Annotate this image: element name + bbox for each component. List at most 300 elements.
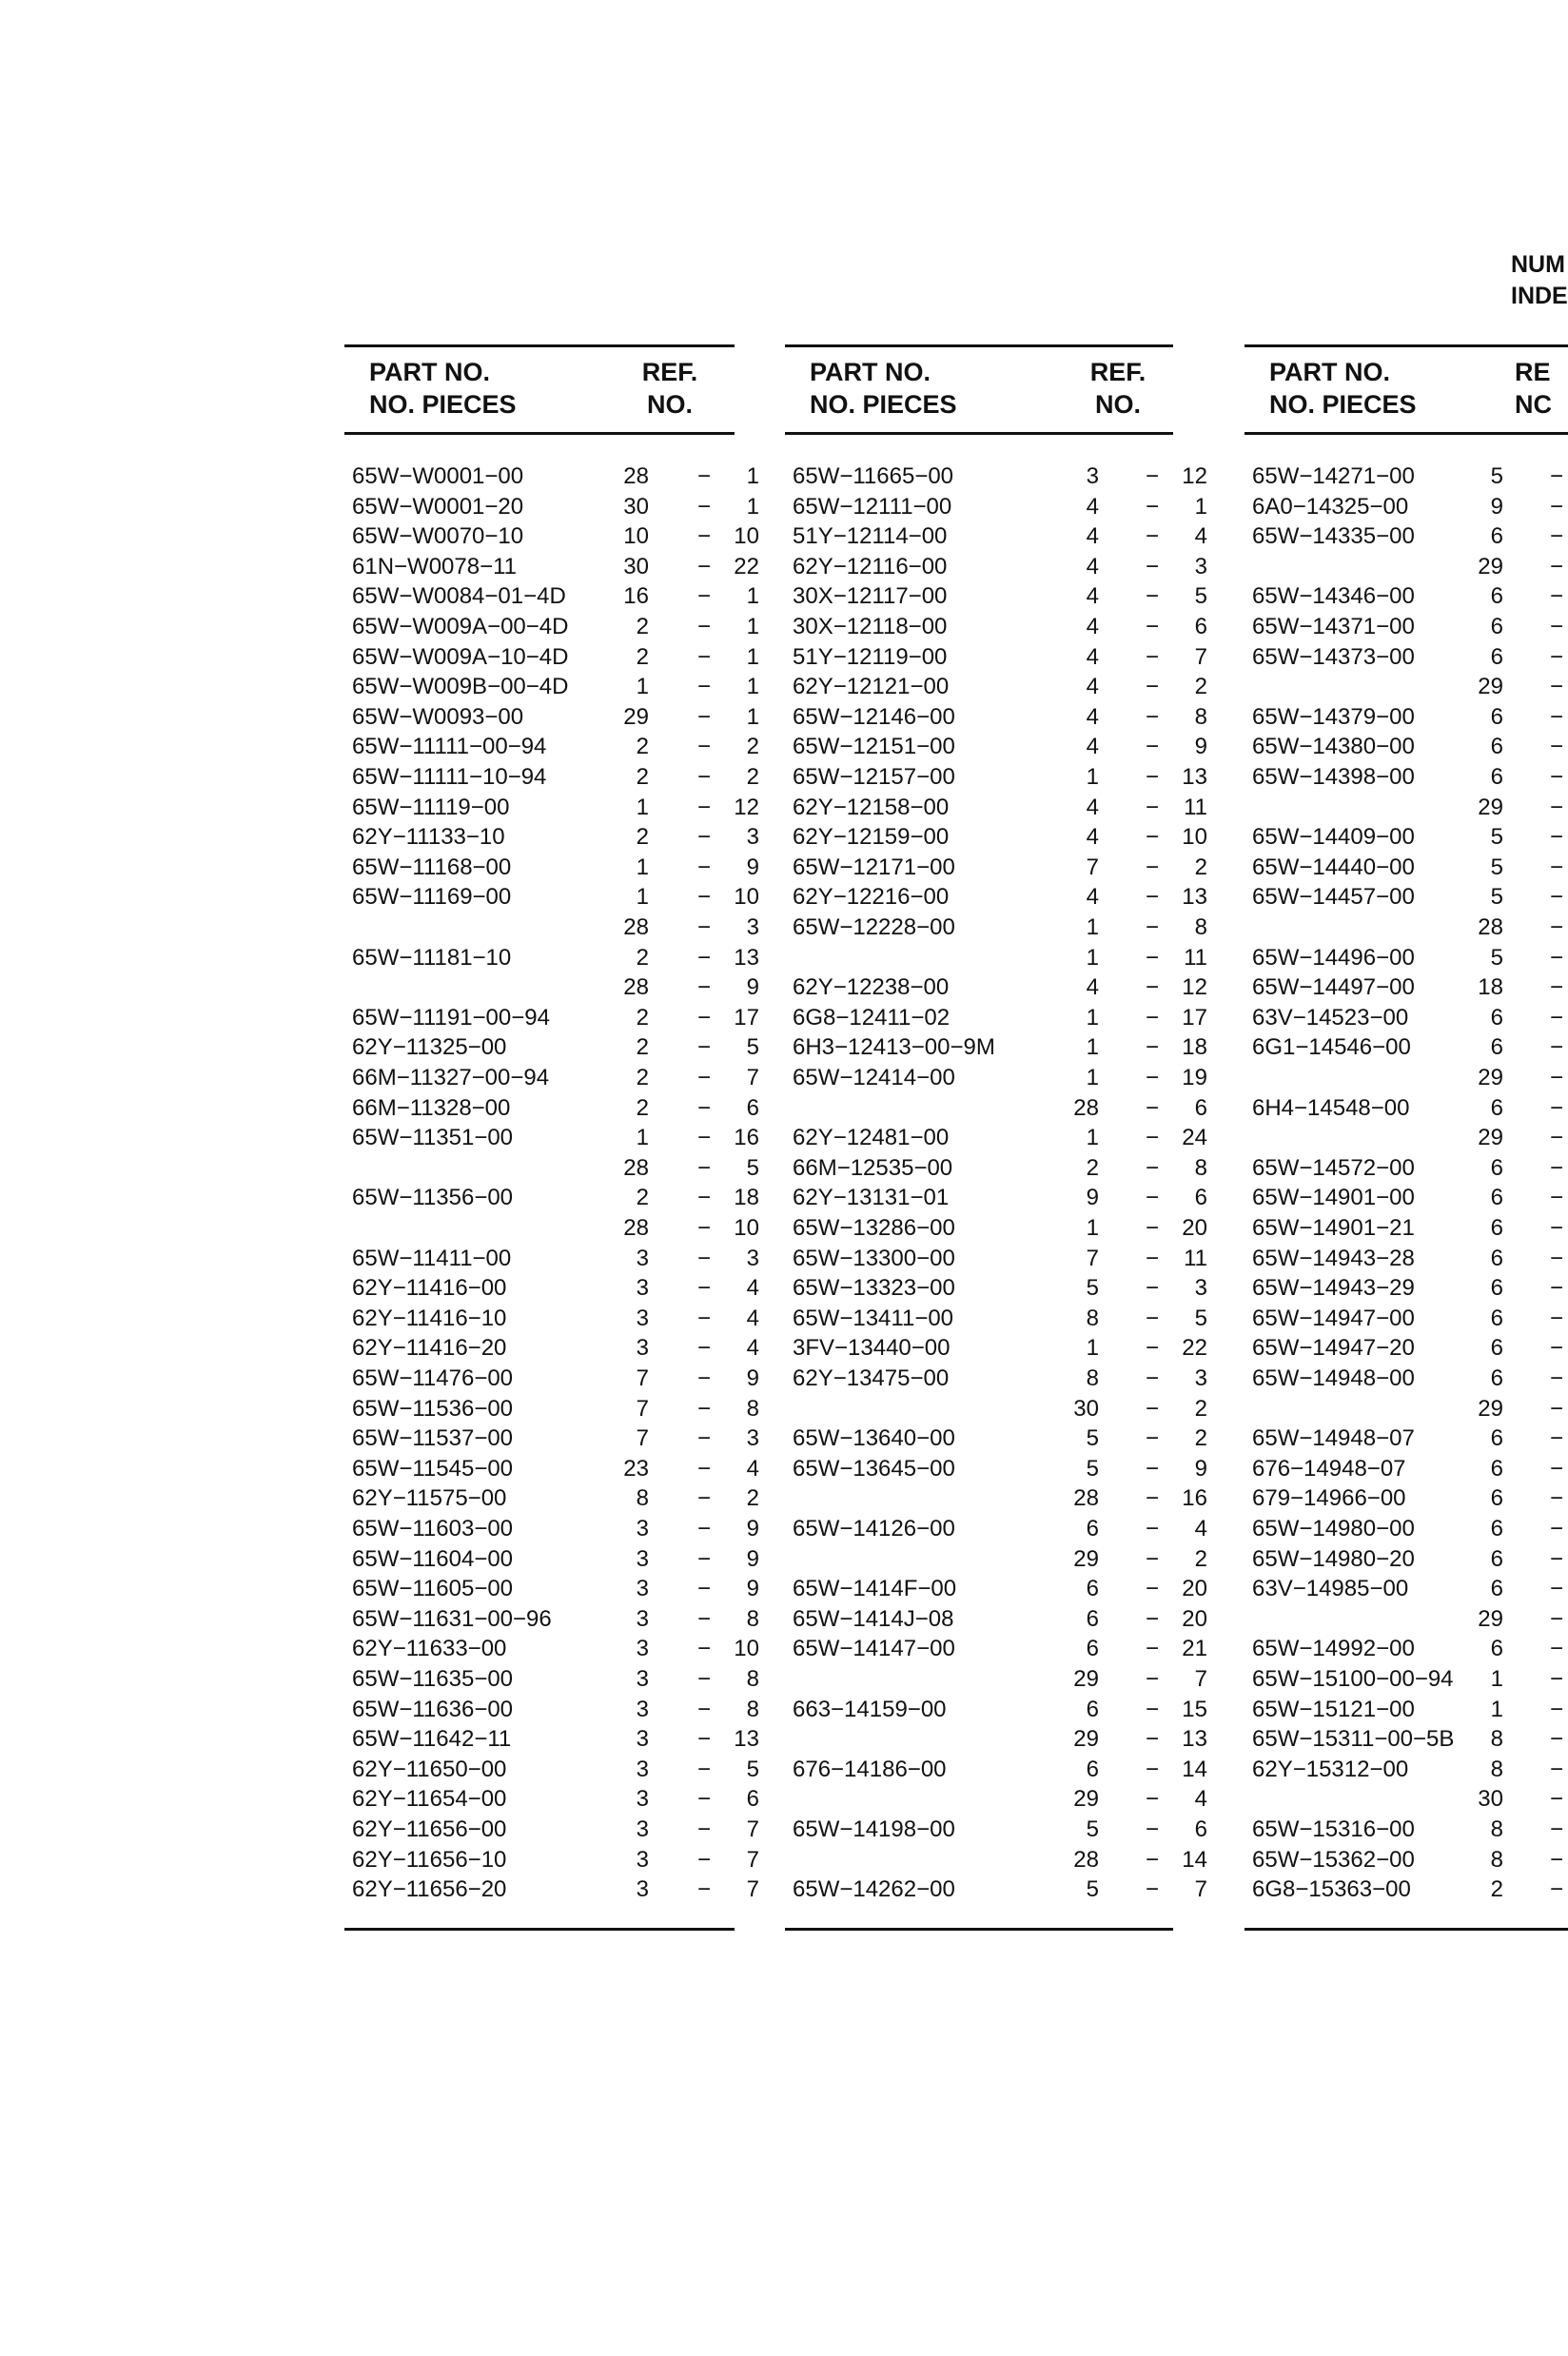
page-number: 6 (1490, 1154, 1503, 1181)
page-number: 3 (1086, 463, 1099, 489)
part-number: 62Y−12481−00 (793, 1125, 950, 1151)
separator-dash: − (1145, 1365, 1159, 1391)
part-number: 65W−W009B−00−4D (352, 674, 569, 700)
page-number: 8 (1490, 1756, 1503, 1782)
separator-dash: − (1549, 1636, 1563, 1662)
part-number: 65W−15362−00 (1252, 1846, 1415, 1873)
separator-dash: − (1145, 463, 1159, 489)
ref-number: 4 (1194, 523, 1207, 550)
page-number: 6 (1490, 764, 1503, 790)
part-number-header (369, 356, 517, 421)
ref-number: 24 (1182, 1125, 1207, 1151)
page-number: 29 (1478, 674, 1503, 700)
part-number: 65W−12157−00 (793, 764, 955, 790)
ref-number: 8 (746, 1666, 759, 1692)
page-number: 4 (1086, 674, 1099, 700)
page-number: 1 (1086, 1215, 1099, 1241)
header-part-no: PART NO. (369, 358, 490, 386)
part-number: 62Y−12116−00 (793, 553, 948, 579)
part-number: 65W−14398−00 (1252, 764, 1415, 790)
ref-number: 2 (1194, 1395, 1207, 1422)
ref-number: 11 (1184, 794, 1207, 820)
ref-number: 13 (734, 1726, 759, 1753)
separator-dash: − (1549, 583, 1563, 610)
ref-number: 17 (734, 1004, 759, 1031)
column-header-rule (344, 432, 735, 435)
page-number: 1 (636, 854, 649, 880)
separator-dash: − (696, 884, 711, 911)
ref-number: 20 (1182, 1215, 1207, 1241)
part-number: 65W−14335−00 (1252, 523, 1415, 550)
page-number: 4 (1086, 884, 1099, 911)
separator-dash: − (1549, 1425, 1563, 1452)
page-number: 2 (636, 824, 649, 851)
separator-dash: − (696, 974, 711, 1001)
page-number: 6 (1490, 643, 1503, 670)
page-number: 8 (636, 1485, 649, 1512)
separator-dash: − (1145, 1846, 1159, 1873)
ref-number: 9 (746, 1365, 759, 1391)
page-number: 5 (1490, 884, 1503, 911)
separator-dash: − (696, 1305, 711, 1331)
ref-number: 9 (746, 1516, 759, 1541)
page-number: 28 (1478, 914, 1503, 940)
page-number: 5 (1086, 1455, 1099, 1482)
separator-dash: − (696, 1756, 711, 1782)
part-number: 65W−1414F−00 (793, 1576, 957, 1602)
ref-number-header (1515, 356, 1553, 421)
separator-dash: − (696, 493, 711, 520)
ref-number: 13 (734, 944, 759, 971)
header-ref: RE (1515, 358, 1551, 386)
separator-dash: − (1549, 1696, 1563, 1722)
ref-number-header (1082, 356, 1154, 421)
separator-dash: − (1145, 944, 1159, 971)
ref-number: 15 (1182, 1696, 1207, 1722)
page-number: 10 (623, 523, 649, 550)
separator-dash: − (1549, 764, 1563, 790)
ref-number: 17 (1182, 1004, 1207, 1031)
page-number: 6 (1490, 1545, 1503, 1572)
page-number: 6 (1490, 1425, 1503, 1452)
ref-number: 14 (1182, 1846, 1207, 1873)
ref-number: 9 (746, 1576, 759, 1602)
separator-dash: − (696, 553, 711, 579)
separator-dash: − (1549, 1455, 1563, 1482)
page-number: 3 (636, 1786, 649, 1813)
part-number: 65W−11536−00 (352, 1395, 514, 1422)
header-ref: REF. (641, 358, 698, 386)
page-number: 1 (636, 1125, 649, 1151)
column-top-rule (785, 344, 1173, 347)
ref-number: 3 (1194, 553, 1207, 579)
separator-dash: − (1549, 794, 1563, 820)
page-number: 6 (1490, 1636, 1503, 1662)
separator-dash: − (1145, 1305, 1159, 1331)
page-number: 29 (1478, 1125, 1503, 1151)
separator-dash: − (696, 1125, 711, 1151)
part-number: 65W−14572−00 (1252, 1154, 1415, 1181)
separator-dash: − (1549, 1034, 1563, 1061)
part-number: 62Y−11656−00 (352, 1816, 507, 1842)
separator-dash: − (696, 1545, 711, 1572)
ref-number: 1 (1194, 493, 1207, 520)
separator-dash: − (696, 1876, 711, 1903)
separator-dash: − (696, 703, 711, 730)
part-number: 62Y−15312−00 (1252, 1756, 1409, 1782)
ref-number: 21 (1182, 1636, 1207, 1662)
page-number: 7 (636, 1365, 649, 1391)
ref-number: 1 (746, 583, 759, 610)
page-number: 3 (636, 1726, 649, 1753)
separator-dash: − (696, 1275, 711, 1302)
ref-number: 1 (746, 643, 759, 670)
part-number: 66M−11328−00 (352, 1094, 511, 1121)
page-number: 3 (636, 1245, 649, 1271)
separator-dash: − (1145, 1004, 1159, 1031)
separator-dash: − (696, 1455, 711, 1482)
part-number: 65W−W009A−10−4D (352, 643, 569, 670)
part-number: 65W−14126−00 (793, 1516, 955, 1541)
part-number: 30X−12117−00 (793, 583, 948, 610)
separator-dash: − (696, 614, 711, 639)
page-number: 4 (1086, 583, 1099, 610)
ref-number: 13 (1182, 1726, 1207, 1753)
page-number: 1 (1086, 914, 1099, 940)
page-number: 6 (1490, 1215, 1503, 1241)
column-header-rule (785, 432, 1173, 435)
separator-dash: − (696, 463, 711, 489)
part-number: 65W−13300−00 (793, 1245, 955, 1271)
separator-dash: − (1549, 1876, 1563, 1903)
part-number: 62Y−11654−00 (352, 1786, 507, 1813)
page-number: 4 (1086, 553, 1099, 579)
separator-dash: − (1145, 1816, 1159, 1842)
ref-number: 10 (734, 523, 759, 550)
page-number: 1 (1086, 1125, 1099, 1151)
page-number: 5 (1086, 1876, 1099, 1903)
part-number: 65W−12151−00 (793, 734, 955, 760)
part-number: 65W−14948−00 (1252, 1365, 1415, 1391)
page-number: 1 (636, 794, 649, 820)
page-number: 6 (1490, 1485, 1503, 1512)
separator-dash: − (1145, 1245, 1159, 1271)
part-number: 65W−14198−00 (793, 1816, 955, 1842)
part-number: 65W−11181−10 (352, 944, 512, 971)
part-number: 676−14948−07 (1252, 1455, 1406, 1482)
part-number: 65W−11665−00 (793, 463, 954, 489)
ref-number: 2 (1194, 854, 1207, 880)
part-number: 62Y−11656−10 (352, 1846, 507, 1873)
page-number: 29 (1478, 553, 1503, 579)
ref-number: 4 (746, 1305, 759, 1331)
separator-dash: − (1145, 884, 1159, 911)
part-number: 65W−14271−00 (1252, 463, 1415, 489)
page-number: 5 (1490, 944, 1503, 971)
separator-dash: − (1145, 1545, 1159, 1572)
separator-dash: − (1549, 1185, 1563, 1211)
separator-dash: − (696, 523, 711, 550)
part-number: 65W−13645−00 (793, 1455, 955, 1482)
part-number: 51Y−12114−00 (793, 523, 948, 550)
separator-dash: − (1549, 1335, 1563, 1362)
separator-dash: − (1549, 703, 1563, 730)
part-number: 65W−11636−00 (352, 1696, 514, 1722)
ref-number: 8 (1194, 703, 1207, 730)
separator-dash: − (1549, 1065, 1563, 1090)
separator-dash: − (1549, 463, 1563, 489)
separator-dash: − (696, 1034, 711, 1061)
page-number: 6 (1490, 1335, 1503, 1362)
ref-number: 2 (746, 734, 759, 760)
page-number: 2 (1086, 1154, 1099, 1181)
part-number: 65W−14901−00 (1252, 1185, 1415, 1211)
header-ref: REF. (1089, 358, 1147, 386)
page-number: 2 (636, 1094, 649, 1121)
separator-dash: − (696, 794, 711, 820)
page-number: 1 (1490, 1666, 1503, 1692)
page-number: 6 (1490, 614, 1503, 639)
separator-dash: − (1549, 493, 1563, 520)
ref-number: 22 (1182, 1335, 1207, 1362)
separator-dash: − (696, 674, 711, 700)
part-number: 65W−11631−00−96 (352, 1605, 552, 1632)
separator-dash: − (1145, 523, 1159, 550)
part-number: 65W−14901−21 (1252, 1215, 1415, 1241)
part-number: 65W−12228−00 (793, 914, 955, 940)
separator-dash: − (1549, 1666, 1563, 1692)
part-number: 679−14966−00 (1252, 1485, 1406, 1512)
page-number: 6 (1490, 1094, 1503, 1121)
separator-dash: − (1145, 614, 1159, 639)
ref-number: 10 (734, 1636, 759, 1662)
ref-number: 9 (746, 854, 759, 880)
part-number: 65W−14497−00 (1252, 974, 1415, 1001)
page-number: 1 (636, 674, 649, 700)
separator-dash: − (696, 1605, 711, 1632)
page-number: 4 (1086, 703, 1099, 730)
separator-dash: − (1549, 1004, 1563, 1031)
part-number: 62Y−11416−20 (352, 1335, 507, 1362)
separator-dash: − (696, 1816, 711, 1842)
page-number: 2 (636, 643, 649, 670)
ref-number: 8 (1194, 1154, 1207, 1181)
part-number: 65W−14371−00 (1252, 614, 1415, 639)
page-number: 18 (1478, 974, 1503, 1001)
page-number: 28 (623, 463, 649, 489)
ref-number: 5 (1194, 1305, 1207, 1331)
ref-number: 3 (1194, 1275, 1207, 1302)
page-number: 16 (623, 583, 649, 610)
ref-number: 11 (1184, 1245, 1207, 1271)
part-number: 65W−11356−00 (352, 1185, 514, 1211)
page-number: 6 (1490, 1365, 1503, 1391)
separator-dash: − (1549, 1275, 1563, 1302)
header-ref-no: NO. (646, 390, 693, 419)
page-number: 28 (623, 1154, 649, 1181)
separator-dash: − (1145, 1756, 1159, 1782)
column-top-rule (344, 344, 735, 347)
page-number: 2 (636, 734, 649, 760)
page-number: 3 (636, 1876, 649, 1903)
page-number: 4 (1086, 523, 1099, 550)
page-number: 28 (1073, 1846, 1099, 1873)
page-number: 28 (623, 974, 649, 1001)
part-number: 65W−14147−00 (793, 1636, 955, 1662)
part-number: 65W−11119−00 (352, 794, 510, 820)
separator-dash: − (1549, 674, 1563, 700)
ref-number: 7 (1194, 1666, 1207, 1692)
part-number: 62Y−12238−00 (793, 974, 950, 1001)
ref-number: 9 (1194, 734, 1207, 760)
separator-dash: − (696, 1215, 711, 1241)
part-number: 65W−14409−00 (1252, 824, 1415, 851)
page-number: 5 (1086, 1425, 1099, 1452)
part-number: 62Y−13475−00 (793, 1365, 950, 1391)
ref-number: 4 (746, 1275, 759, 1302)
separator-dash: − (1549, 884, 1563, 911)
ref-number: 5 (746, 1154, 759, 1181)
separator-dash: − (696, 1516, 711, 1541)
part-number: 65W−11545−00 (352, 1455, 514, 1482)
page-number: 4 (1086, 493, 1099, 520)
ref-number: 8 (1194, 914, 1207, 940)
part-number: 676−14186−00 (793, 1756, 947, 1782)
separator-dash: − (1145, 824, 1159, 851)
page-number: 8 (1086, 1305, 1099, 1331)
ref-number: 6 (746, 1094, 759, 1121)
page-number: 1 (1086, 1065, 1099, 1090)
part-number: 65W−14440−00 (1252, 854, 1415, 880)
page-number: 9 (1086, 1185, 1099, 1211)
page-number: 6 (1490, 1004, 1503, 1031)
separator-dash: − (1145, 1275, 1159, 1302)
separator-dash: − (1145, 1215, 1159, 1241)
separator-dash: − (696, 1636, 711, 1662)
page-number: 4 (1086, 794, 1099, 820)
separator-dash: − (1145, 553, 1159, 579)
separator-dash: − (696, 1696, 711, 1722)
page-number: 1 (1490, 1696, 1503, 1722)
ref-number: 3 (746, 914, 759, 940)
part-number: 61N−W0078−11 (352, 553, 518, 579)
part-number: 65W−15121−00 (1252, 1696, 1415, 1722)
part-number-header (1269, 356, 1417, 421)
part-number: 65W−11604−00 (352, 1545, 514, 1572)
page-number: 29 (1478, 1605, 1503, 1632)
part-number: 62Y−11133−10 (352, 824, 505, 851)
page-number: 3 (636, 1545, 649, 1572)
part-number: 65W−11191−00−94 (352, 1004, 550, 1031)
part-number: 66M−12535−00 (793, 1154, 953, 1181)
ref-number: 4 (1194, 1786, 1207, 1813)
page-number: 2 (636, 1004, 649, 1031)
page-number: 29 (1478, 794, 1503, 820)
part-number: 65W−11642−11 (352, 1726, 512, 1753)
part-number: 62Y−11416−00 (352, 1275, 507, 1302)
page-number: 7 (636, 1425, 649, 1452)
part-number: 65W−11635−00 (352, 1666, 514, 1692)
separator-dash: − (1145, 583, 1159, 610)
separator-dash: − (1145, 854, 1159, 880)
separator-dash: − (1145, 1185, 1159, 1211)
ref-number: 6 (1194, 614, 1207, 639)
separator-dash: − (696, 854, 711, 880)
page-number: 2 (636, 944, 649, 971)
separator-dash: − (1549, 1516, 1563, 1541)
ref-number: 14 (1182, 1756, 1207, 1782)
page-number: 5 (1490, 824, 1503, 851)
part-number: 66M−11327−00−94 (352, 1065, 550, 1090)
separator-dash: − (1549, 974, 1563, 1001)
page-number: 6 (1490, 583, 1503, 610)
ref-number: 5 (746, 1034, 759, 1061)
part-number: 65W−14980−00 (1252, 1516, 1415, 1541)
ref-number: 12 (734, 794, 759, 820)
page-number: 6 (1490, 734, 1503, 760)
separator-dash: − (1549, 1365, 1563, 1391)
page-number: 3 (636, 1696, 649, 1722)
page-number: 6 (1490, 1275, 1503, 1302)
separator-dash: − (696, 914, 711, 940)
part-number: 65W−12111−00 (793, 493, 952, 520)
ref-number: 2 (1194, 1425, 1207, 1452)
part-number: 65W−15100−00−94 (1252, 1666, 1454, 1692)
separator-dash: − (696, 1094, 711, 1121)
part-number: 65W−14380−00 (1252, 734, 1415, 760)
ref-number: 10 (734, 1215, 759, 1241)
page-number: 6 (1086, 1605, 1099, 1632)
part-number: 62Y−13131−01 (793, 1185, 950, 1211)
part-number: 65W−14457−00 (1252, 884, 1415, 911)
separator-dash: − (1549, 1305, 1563, 1331)
page-number: 3 (636, 1666, 649, 1692)
separator-dash: − (1145, 674, 1159, 700)
part-number: 65W−14346−00 (1252, 583, 1415, 610)
ref-number: 6 (1194, 1094, 1207, 1121)
separator-dash: − (1145, 734, 1159, 760)
part-number: 6H3−12413−00−9M (793, 1034, 995, 1061)
ref-number: 10 (734, 884, 759, 911)
part-number: 6G8−12411−02 (793, 1004, 951, 1031)
ref-number: 6 (746, 1786, 759, 1813)
separator-dash: − (1145, 1125, 1159, 1151)
ref-number: 12 (1182, 463, 1207, 489)
part-number: 65W−11537−00 (352, 1425, 514, 1452)
page-number: 1 (1086, 1034, 1099, 1061)
page-number: 29 (1478, 1065, 1503, 1090)
part-number: 63V−14985−00 (1252, 1576, 1409, 1602)
part-number: 3FV−13440−00 (793, 1335, 951, 1362)
part-number: 65W−11351−00 (352, 1125, 514, 1151)
page-number: 29 (1073, 1545, 1099, 1572)
column-header-rule (1245, 432, 1568, 435)
page-number: 3 (636, 1275, 649, 1302)
ref-number: 16 (734, 1125, 759, 1151)
part-number: 65W−12146−00 (793, 703, 955, 730)
part-number: 65W−11168−00 (352, 854, 512, 880)
part-number: 65W−14262−00 (793, 1876, 955, 1903)
page-number: 1 (1086, 764, 1099, 790)
part-number: 65W−1414J−08 (793, 1605, 954, 1632)
page-number: 6 (1490, 1576, 1503, 1602)
page-number: 6 (1490, 1305, 1503, 1331)
page-number: 6 (1490, 1185, 1503, 1211)
header-no-pieces: NO. PIECES (1269, 390, 1417, 419)
separator-dash: − (1549, 734, 1563, 760)
separator-dash: − (696, 824, 711, 851)
part-number: 65W−11605−00 (352, 1576, 514, 1602)
